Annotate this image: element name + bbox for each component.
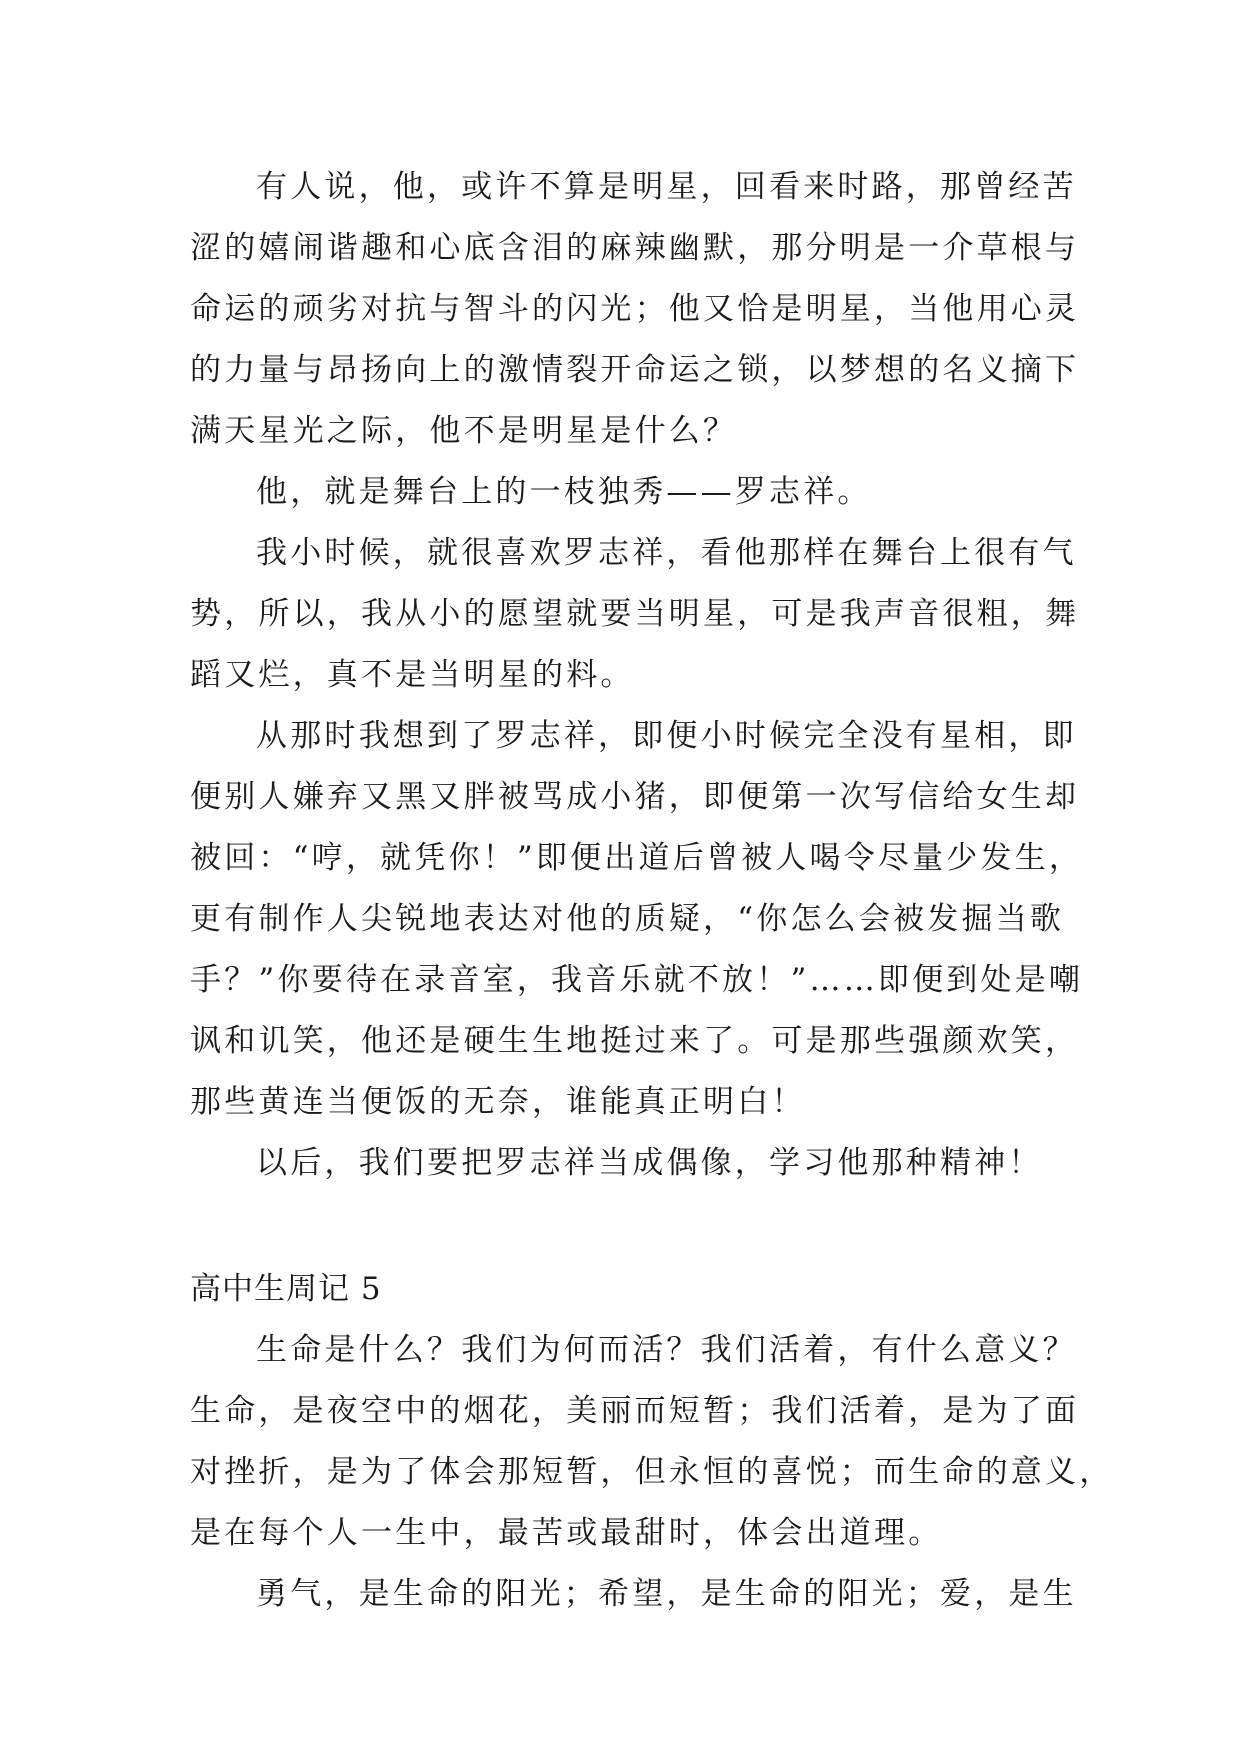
text-line: 涩的嬉闹谐趣和心底含泪的麻辣幽默，那分明是一介草根与 — [190, 230, 1080, 266]
text-line: 命运的顽劣对抗与智斗的闪光；他又恰是明星，当他用心灵 — [190, 291, 1080, 327]
text-line: 有人说，他，或许不算是明星，回看来时路，那曾经苦 — [256, 169, 1077, 205]
text-line: 对挫折，是为了体会那短暂，但永恒的喜悦；而生命的意义， — [190, 1454, 1114, 1490]
section-gap — [190, 1194, 1040, 1259]
text-line: 我小时候，就很喜欢罗志祥，看他那样在舞台上很有气 — [256, 535, 1077, 571]
text-line: 被回：“哼，就凭你！”即便出道后曾被人喝令尽量少发生， — [190, 840, 1084, 876]
paragraph — [190, 157, 1080, 462]
text-line: 更有制作人尖锐地表达对他的质疑，“你怎么会被发掘当歌 — [190, 901, 1065, 937]
text-line: 生命，是夜空中的烟花，美丽而短暂；我们活着，是为了面 — [190, 1393, 1080, 1429]
paragraph — [190, 523, 1080, 706]
text-line: 的力量与昂扬向上的激情裂开命运之锁，以梦想的名义摘下 — [190, 352, 1080, 388]
text-line: 他，就是舞台上的一枝独秀——罗志祥。 — [256, 474, 872, 510]
text-line: 那些黄连当便饭的无奈，谁能真正明白！ — [190, 1084, 806, 1120]
paragraph — [190, 706, 1084, 1133]
text-line: 是在每个人一生中，最苦或最甜时，体会出道理。 — [190, 1515, 943, 1551]
text-line: 便别人嫌弃又黑又胖被骂成小猪，即便第一次写信给女生却 — [190, 779, 1080, 815]
document-body — [190, 157, 1114, 1625]
text-line: 势，所以，我从小的愿望就要当明星，可是我声音很粗，舞 — [190, 596, 1080, 632]
text-line: 满天星光之际，他不是明星是什么？ — [190, 413, 738, 449]
text-line: 生命是什么？我们为何而活？我们活着，有什么意义？ — [256, 1332, 1077, 1368]
text-line: 手？”你要待在录音室，我音乐就不放！”……即便到处是嘲 — [190, 962, 1084, 998]
paragraph — [190, 1564, 1077, 1625]
paragraph — [190, 1320, 1114, 1564]
text-line: 勇气，是生命的阳光；希望，是生命的阳光；爱，是生 — [256, 1576, 1077, 1612]
text-line: 以后，我们要把罗志祥当成偶像，学习他那种精神！ — [256, 1145, 1043, 1181]
section-heading: 高中生周记 5 — [190, 1271, 382, 1307]
text-line: 蹈又烂，真不是当明星的料。 — [190, 657, 635, 693]
text-line: 从那时我想到了罗志祥，即便小时候完全没有星相，即 — [256, 718, 1077, 754]
text-line: 讽和讥笑，他还是硬生生地挺过来了。可是那些强颜欢笑， — [190, 1023, 1080, 1059]
paragraph — [190, 462, 1040, 523]
paragraph — [190, 1133, 1043, 1194]
